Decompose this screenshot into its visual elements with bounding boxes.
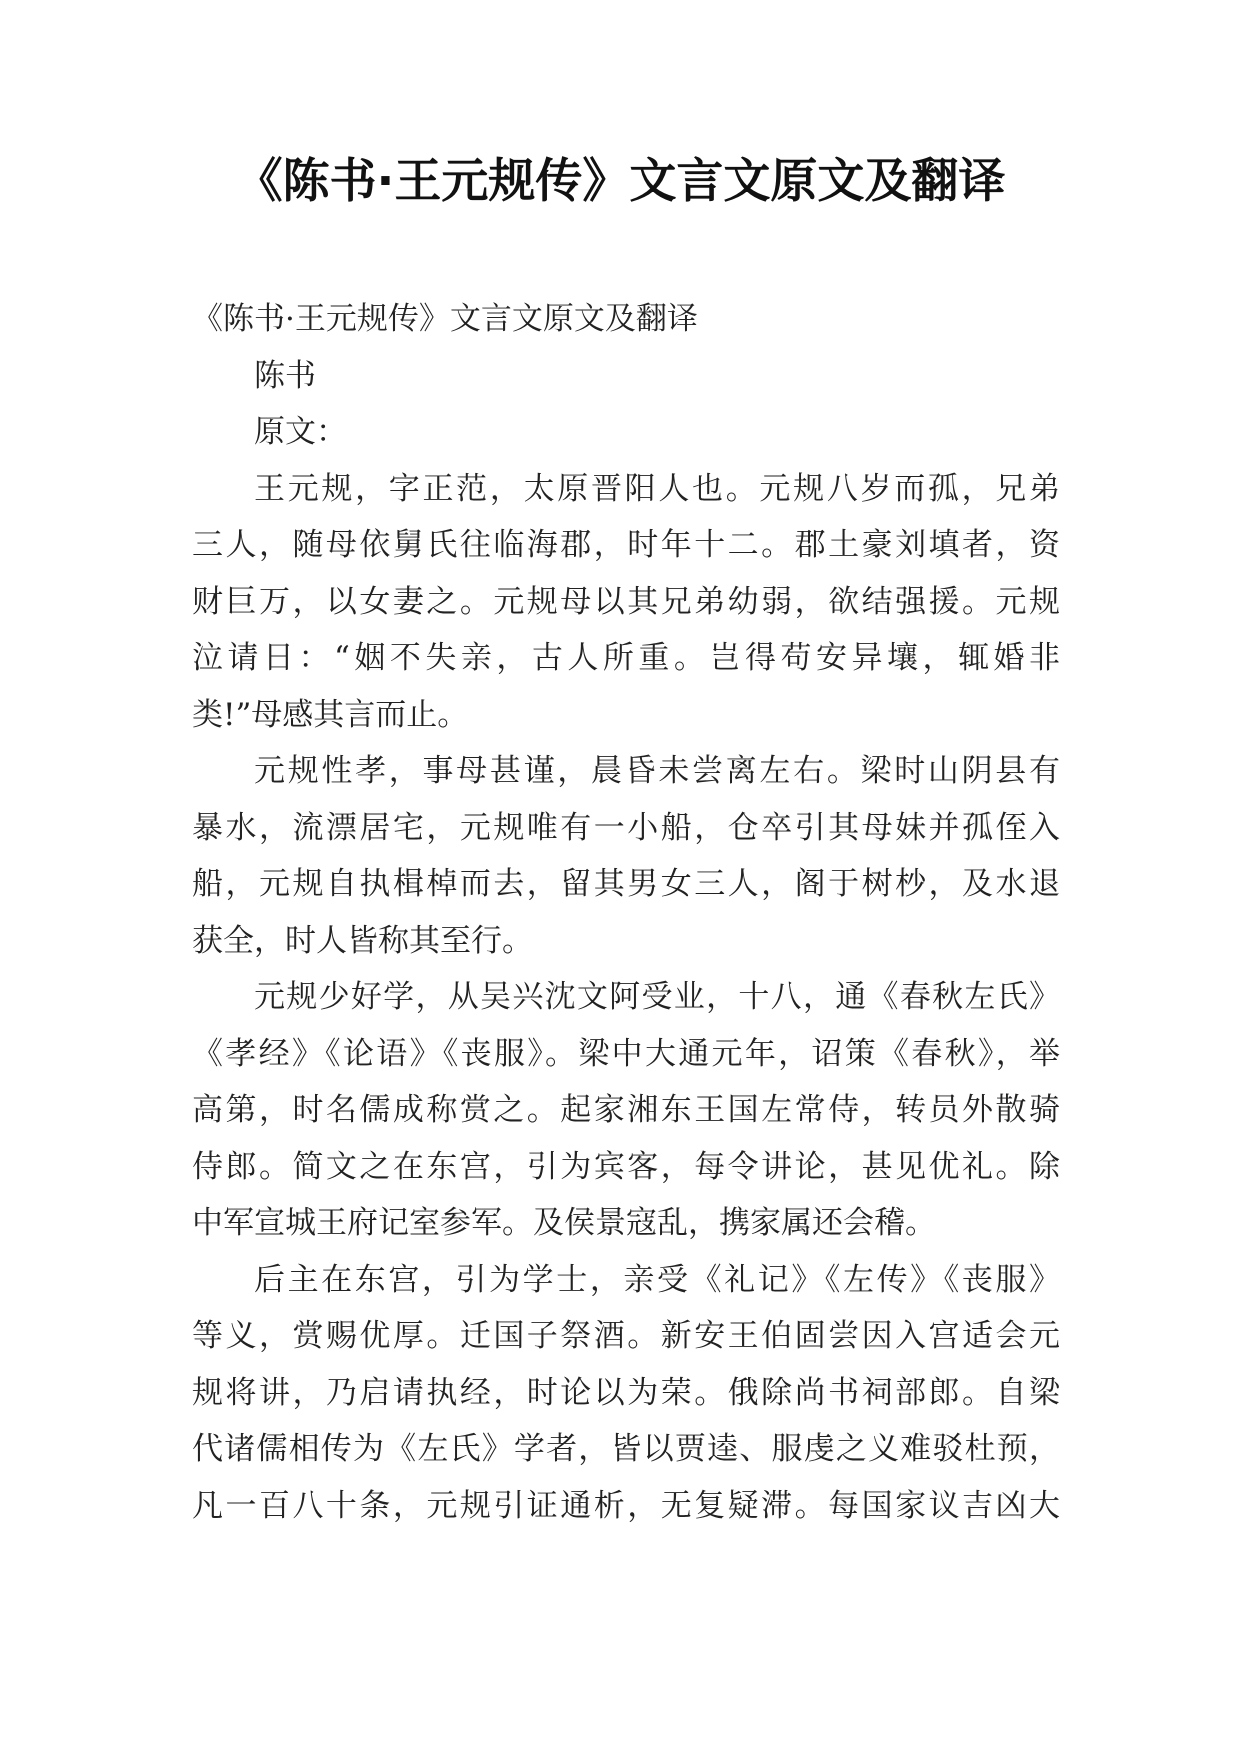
text-line: 暴水，流漂居宅，元规唯有一小船，仓卒引其母妹并孤侄入 — [192, 809, 1060, 846]
text-line: 王元规，字正范，太原晋阳人也。元规八岁而孤，兄弟 — [254, 470, 1060, 507]
text-line: 侍郎。简文之在东宫，引为宾客，每令讲论，甚见优礼。除 — [192, 1148, 1060, 1185]
text-line: 《陈书·王元规传》文言文原文及翻译 — [192, 301, 698, 337]
text-line: 中军宣城王府记室参军。及侯景寇乱，携家属还会稽。 — [192, 1205, 936, 1241]
text-line: 《孝经》《论语》《丧服》。梁中大通元年，诏策《春秋》，举 — [192, 1035, 1060, 1072]
text-line: 元规少好学，从吴兴沈文阿受业，十八，通《春秋左氏》 — [254, 979, 1060, 1015]
text-line: 高第，时名儒成称赏之。起家湘东王国左常侍，转员外散骑 — [192, 1092, 1060, 1128]
text-line: 获全，时人皆称其至行。 — [192, 922, 533, 959]
text-line: 原文： — [254, 414, 347, 450]
text-line: 后主在东宫，引为学士，亲受《礼记》《左传》《丧服》 — [254, 1261, 1060, 1298]
text-line: 泣请日：“姻不失亲，古人所重。岂得苟安异壤，辄婚非 — [192, 640, 1060, 676]
text-line: 陈书 — [254, 357, 316, 394]
text-line: 类!”母感其言而止。 — [192, 696, 469, 733]
text-line: 代诸儒相传为《左氏》学者，皆以贾逵、服虔之义难驳杜预， — [192, 1431, 1060, 1467]
text-line: 等义，赏赐优厚。迁国子祭酒。新安王伯固尝因入宫适会元 — [192, 1318, 1060, 1354]
text-line: 凡一百八十条，元规引证通析，无复疑滞。每国家议吉凶大 — [192, 1487, 1060, 1524]
text-line: 船，元规自执楫棹而去，留其男女三人，阁于树杪，及水退 — [192, 866, 1060, 902]
document-body — [192, 291, 1060, 1534]
document-title: 《陈书·王元规传》文言文原文及翻译 — [235, 154, 1006, 209]
text-line: 规将讲，乃启请执经，时论以为荣。俄除尚书祠部郎。自梁 — [192, 1374, 1060, 1411]
text-line: 三人，随母依舅氏往临海郡，时年十二。郡土豪刘填者，资 — [192, 527, 1060, 563]
text-line: 财巨万，以女妻之。元规母以其兄弟幼弱，欲结强援。元规 — [192, 583, 1060, 620]
text-line: 元规性孝，事母甚谨，晨昏未尝离左右。梁时山阴县有 — [254, 753, 1060, 789]
